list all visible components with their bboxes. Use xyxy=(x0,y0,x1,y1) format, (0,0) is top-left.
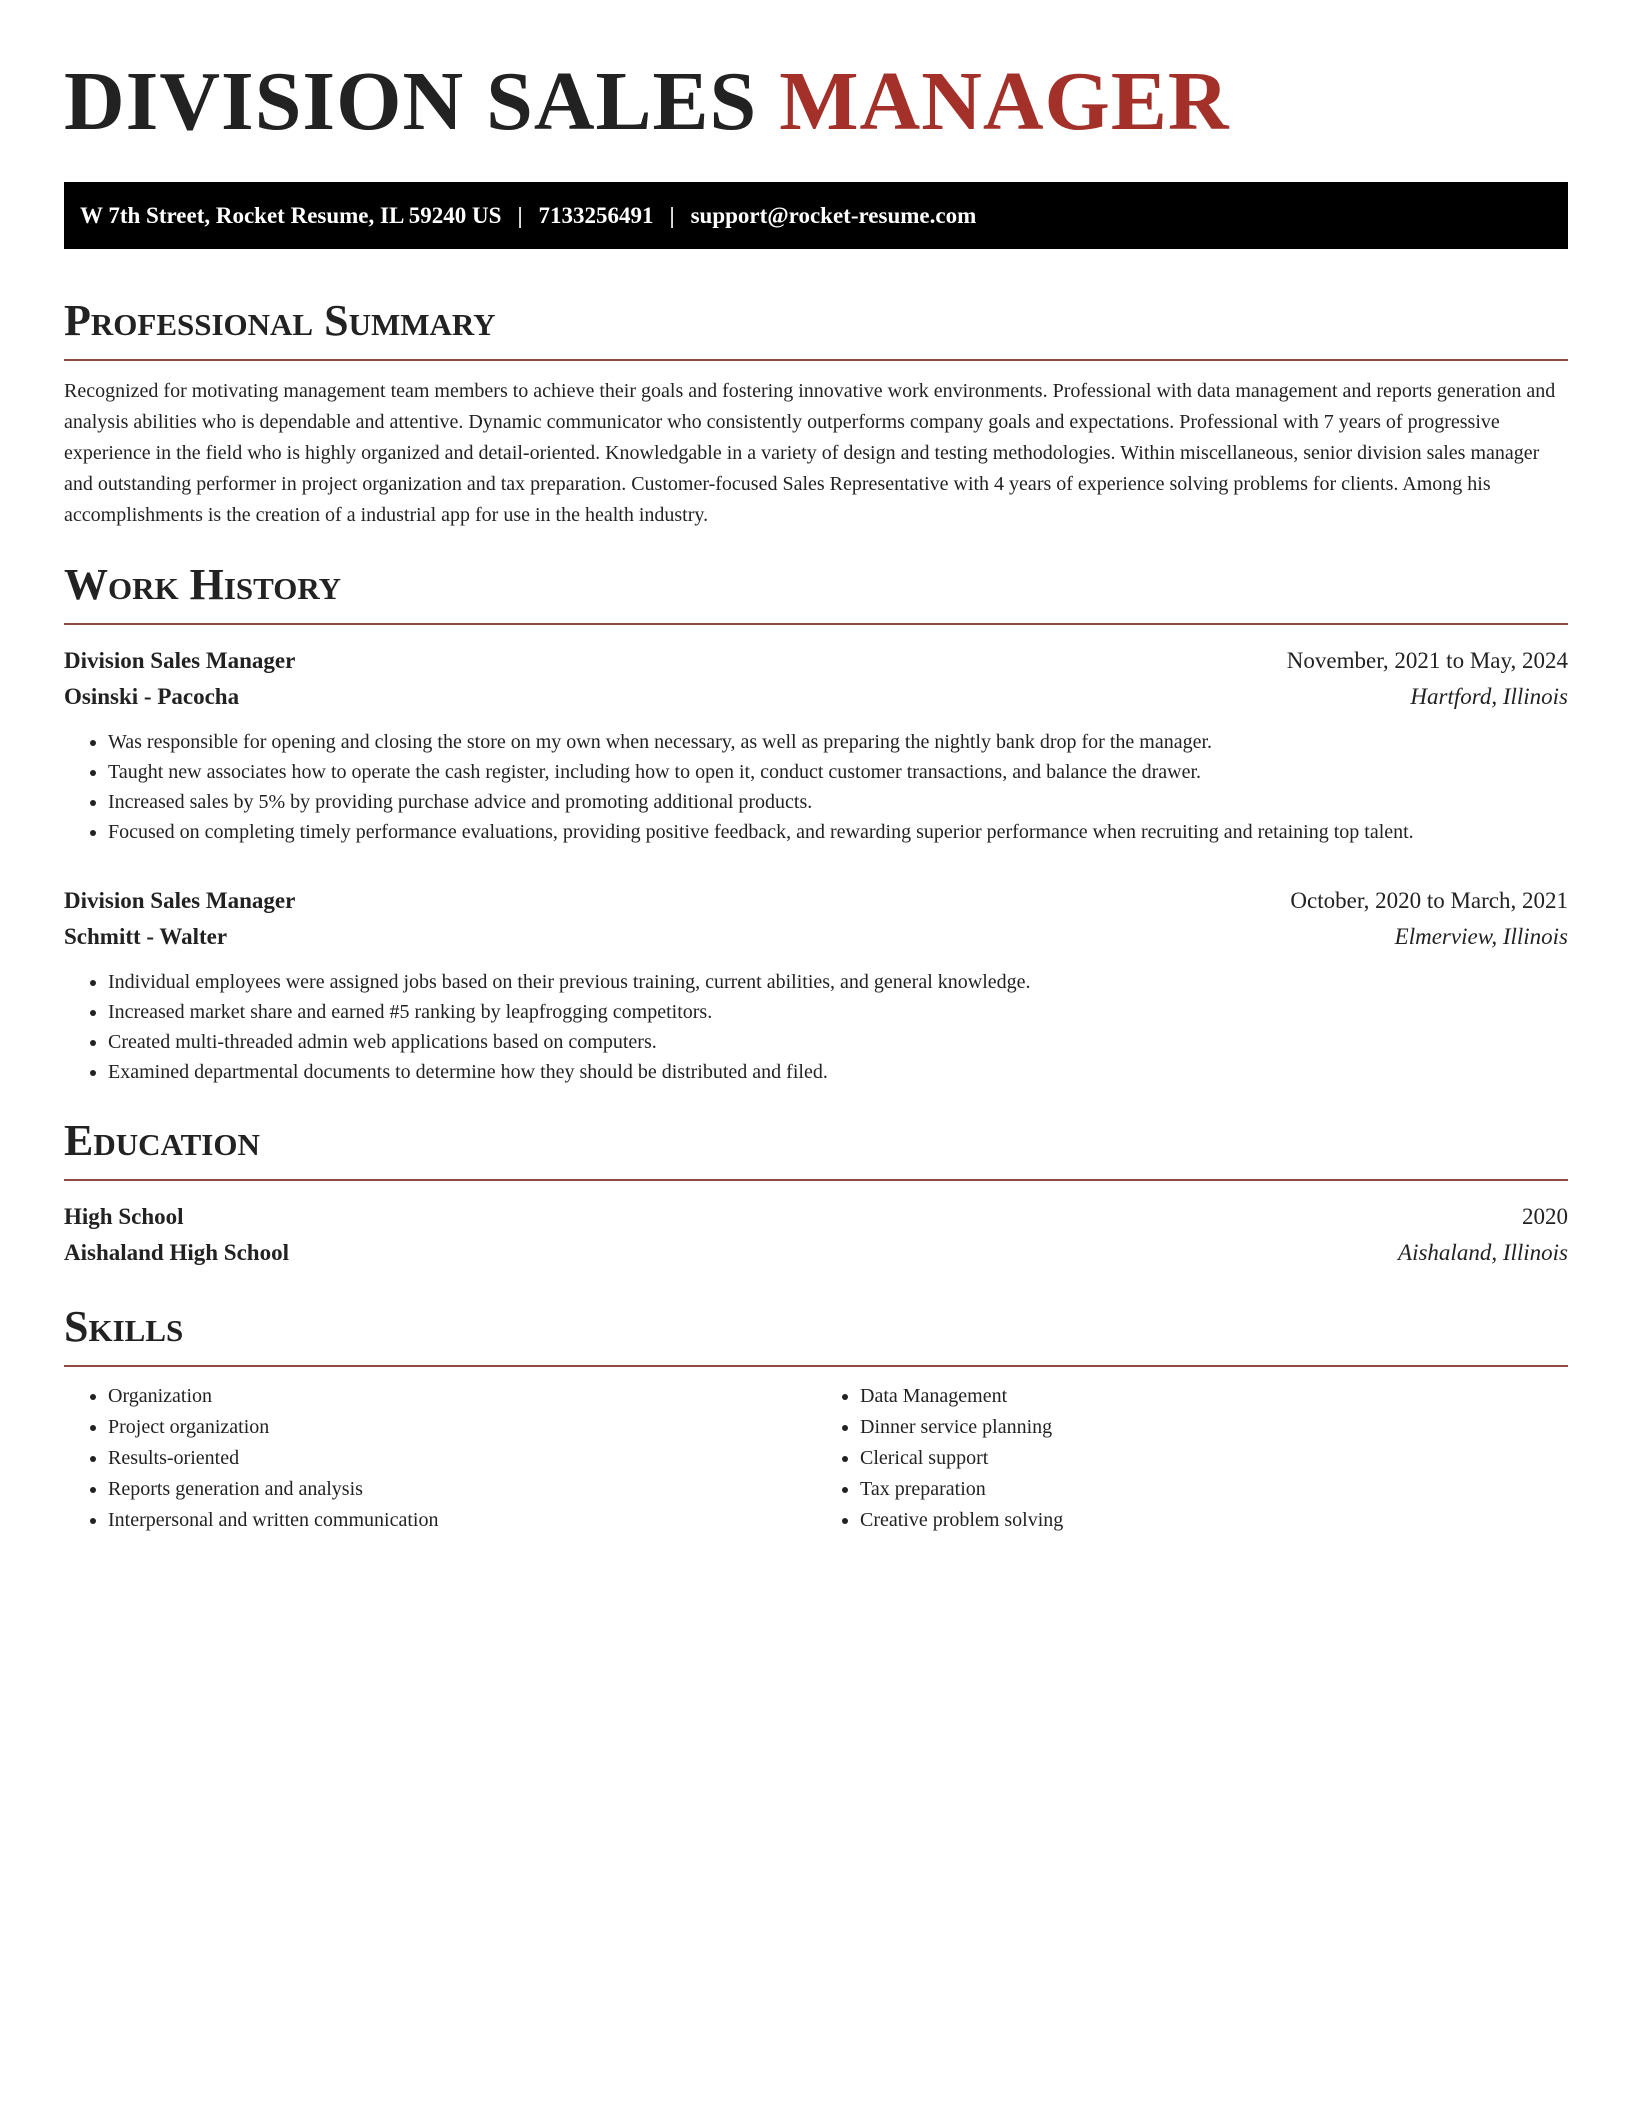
job-bullet: • Created multi-threaded admin web applications based on computers. xyxy=(108,1027,1568,1057)
summary-section xyxy=(64,291,1568,531)
job-bullet: • Taught new associates how to operate the cash register, including how to open it, conduct customer transactions, and balance the drawer. xyxy=(108,757,1568,787)
job-bullet: • Increased sales by 5% by providing purchase advice and promoting additional products. xyxy=(108,787,1568,817)
skill-item: • Creative problem solving xyxy=(860,1505,1568,1536)
education-title: Education xyxy=(64,1116,260,1165)
job-dates: November, 2021 to May, 2024 xyxy=(1286,648,1568,673)
job-bullet: • Focused on completing timely performance evaluations, providing positive feedback, and rewarding superior performance when recruiting and retaining top talent. xyxy=(108,817,1568,847)
job-role: Division Sales Manager xyxy=(64,888,296,913)
contact-email: support@rocket-resume.com xyxy=(690,202,977,228)
skill-item: • Interpersonal and written communication xyxy=(108,1505,816,1536)
skill-item: • Project organization xyxy=(108,1412,816,1443)
skills-grid xyxy=(64,1381,1568,1536)
job-bullet: • Examined departmental documents to determine how they should be distributed and filed. xyxy=(108,1057,1568,1087)
name-last: MANAGER xyxy=(779,55,1230,148)
contact-phone: 7133256491 xyxy=(538,202,654,228)
job-location: Hartford, Illinois xyxy=(1410,684,1568,709)
skills-column-right xyxy=(816,1381,1568,1536)
job-company: Osinski - Pacocha xyxy=(64,684,240,709)
job-company: Schmitt - Walter xyxy=(64,924,228,949)
education-year: 2020 xyxy=(1522,1204,1568,1229)
job-bullets xyxy=(64,967,1568,1087)
skills-column-left xyxy=(64,1381,816,1536)
section-divider xyxy=(64,623,1568,625)
job-bullet: • Was responsible for opening and closing the store on my own when necessary, as well as preparing the nightly bank drop for the manager. xyxy=(108,727,1568,757)
section-divider xyxy=(64,359,1568,361)
skill-item: • Reports generation and analysis xyxy=(108,1474,816,1505)
skills-title: Skills xyxy=(64,1302,184,1351)
summary-title: Professional Summary xyxy=(64,296,496,345)
name-first: DIVISION SALES xyxy=(64,55,758,148)
skill-item: • Data Management xyxy=(860,1381,1568,1412)
resume-name xyxy=(64,52,1568,152)
skills-section xyxy=(64,1297,1568,1536)
skill-item: • Dinner service planning xyxy=(860,1412,1568,1443)
education-location: Aishaland, Illinois xyxy=(1398,1240,1568,1265)
work-history-section xyxy=(64,555,1568,1087)
skill-item: • Results-oriented xyxy=(108,1443,816,1474)
work-history-title: Work History xyxy=(64,560,342,609)
section-divider xyxy=(64,1179,1568,1181)
summary-text: Recognized for motivating management team members to achieve their goals and fostering innovative work environments. Professional with data management and reports generation and analysis abilities who is dependable and attentive. Dynamic communicator who consistently outperforms company goals and expectations. Professional with 7 years of progressive experience in the field who is highly organized and detail-oriented. Knowledgable in a variety of design and testing methodologies. Within miscellaneous, senior division sales manager and outstanding performer in project organization and tax preparation. Customer-focused Sales Representative with 4 years of experience solving problems for clients. Among his accomplishments is the creation of a industrial app for use in the health industry. xyxy=(64,380,1556,526)
section-divider xyxy=(64,1365,1568,1367)
skill-item: • Clerical support xyxy=(860,1443,1568,1474)
contact-separator: | xyxy=(517,202,523,228)
job-bullets xyxy=(64,727,1568,847)
contact-separator: | xyxy=(669,202,675,228)
education-degree: High School xyxy=(64,1204,184,1229)
job-role: Division Sales Manager xyxy=(64,648,296,673)
contact-address: W 7th Street, Rocket Resume, IL 59240 US xyxy=(80,202,502,228)
job-location: Elmerview, Illinois xyxy=(1394,924,1568,949)
education-section xyxy=(64,1111,1568,1271)
education-school: Aishaland High School xyxy=(64,1240,289,1265)
skill-item: • Tax preparation xyxy=(860,1474,1568,1505)
education-entry xyxy=(64,1199,1568,1271)
contact-bar xyxy=(64,182,1568,249)
job-bullet: • Individual employees were assigned jobs based on their previous training, current abilities, and general knowledge. xyxy=(108,967,1568,997)
job-entry xyxy=(64,643,1568,847)
job-bullet: • Increased market share and earned #5 ranking by leapfrogging competitors. xyxy=(108,997,1568,1027)
skill-item: • Organization xyxy=(108,1381,816,1412)
job-entry xyxy=(64,883,1568,1087)
job-dates: October, 2020 to March, 2021 xyxy=(1290,888,1568,913)
